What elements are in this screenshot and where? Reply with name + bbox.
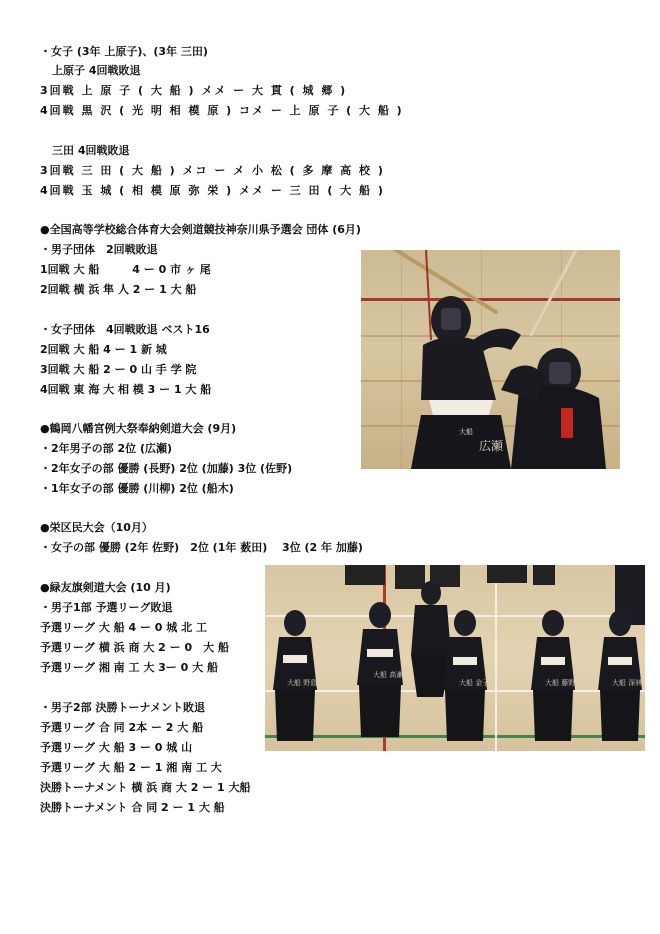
section-heading: ●全国高等学校総合体育大会剣道競技神奈川県予選会 団体 (6月) (40, 223, 361, 236)
match-line: 2回戦 横 浜 隼 人 2 ー 1 大 船 (40, 283, 197, 296)
tare-label: 大船 高瀬 (373, 671, 404, 679)
match-line: 予選リーグ 大 船 2 ー 1 湘 南 工 大 (40, 761, 222, 774)
tare-label: 大船 野島 (287, 679, 318, 687)
kendo-team-lineup-photo (265, 565, 645, 751)
mita-result-heading: 三田 4回戦敗退 (52, 144, 130, 157)
result-line: ・2年男子の部 2位 (広瀬) (40, 442, 173, 455)
section-heading: ●鶴岡八幡宮例大祭奉納剣道大会 (9月) (40, 422, 237, 435)
tare-label: 大船 金子 (459, 679, 490, 687)
result-line: ・2年女子の部 優勝 (長野) 2位 (加藤) 3位 (佐野) (40, 462, 293, 475)
match-line: 3回戦 上 原 子 ( 大 船 ) メメ ー 大 貫 ( 城 郷 ) (40, 84, 348, 97)
match-line: 4回戦 黒 沢 ( 光 明 相 模 原 ) コメ ー 上 原 子 ( 大 船 ) (40, 104, 404, 117)
sub-heading: ・女子団体 4回戦敗退 ベスト16 (40, 323, 210, 336)
match-line: 決勝トーナメント 合 同 2 ー 1 大 船 (40, 801, 225, 814)
uehara-result-heading: 上原子 4回戦敗退 (52, 64, 141, 77)
tare-label: 大船 深林 (612, 679, 643, 687)
result-line: ・女子の部 優勝 (2年 佐野) 2位 (1年 薮田) 3位 (2 年 加藤) (40, 541, 363, 554)
section-heading: ●緑友旗剣道大会 (10 月) (40, 581, 171, 594)
sub-heading: ・男子1部 予選リーグ敗退 (40, 601, 173, 614)
match-line: 予選リーグ 合 同 2本 ー 2 大 船 (40, 721, 204, 734)
match-line: 予選リーグ 湘 南 工 大 3ー 0 大 船 (40, 661, 218, 674)
match-line: 3回戦 三 田 ( 大 船 ) メコ ー メ 小 松 ( 多 摩 高 校 ) (40, 164, 385, 177)
sub-heading: ・男子団体 2回戦敗退 (40, 243, 158, 256)
match-line: 決勝トーナメント 横 浜 商 大 2 ー 1 大船 (40, 781, 251, 794)
sub-heading: ・男子2部 決勝トーナメント敗退 (40, 701, 206, 714)
tare-label-1: 広瀬 (479, 439, 504, 453)
match-line: 4回戦 玉 城 ( 相 模 原 弥 栄 ) メメ ー 三 田 ( 大 船 ) (40, 184, 385, 197)
match-line: 予選リーグ 横 浜 商 大 2 ー 0 大 船 (40, 641, 229, 654)
tare-label-2: 大船 (459, 428, 473, 436)
kendo-sparring-photo (361, 250, 620, 469)
women-individual-heading: ・女子 (3年 上原子)、(3年 三田) (40, 45, 208, 58)
match-line: 2回戦 大 船 4 ー 1 新 城 (40, 343, 167, 356)
match-line: 3回戦 大 船 2 ー 0 山 手 学 院 (40, 363, 197, 376)
match-line: 予選リーグ 大 船 3 ー 0 城 山 (40, 741, 193, 754)
section-heading: ●栄区民大会（10月） (40, 521, 153, 534)
match-line: 1回戦 大 船 4 ー 0 市 ヶ 尾 (40, 263, 211, 276)
match-line: 予選リーグ 大 船 4 ー 0 城 北 工 (40, 621, 207, 634)
tare-label: 大船 藤野 (545, 679, 576, 687)
result-line: ・1年女子の部 優勝 (川柳) 2位 (船木) (40, 482, 234, 495)
match-line: 4回戦 東 海 大 相 模 3 ー 1 大 船 (40, 383, 212, 396)
